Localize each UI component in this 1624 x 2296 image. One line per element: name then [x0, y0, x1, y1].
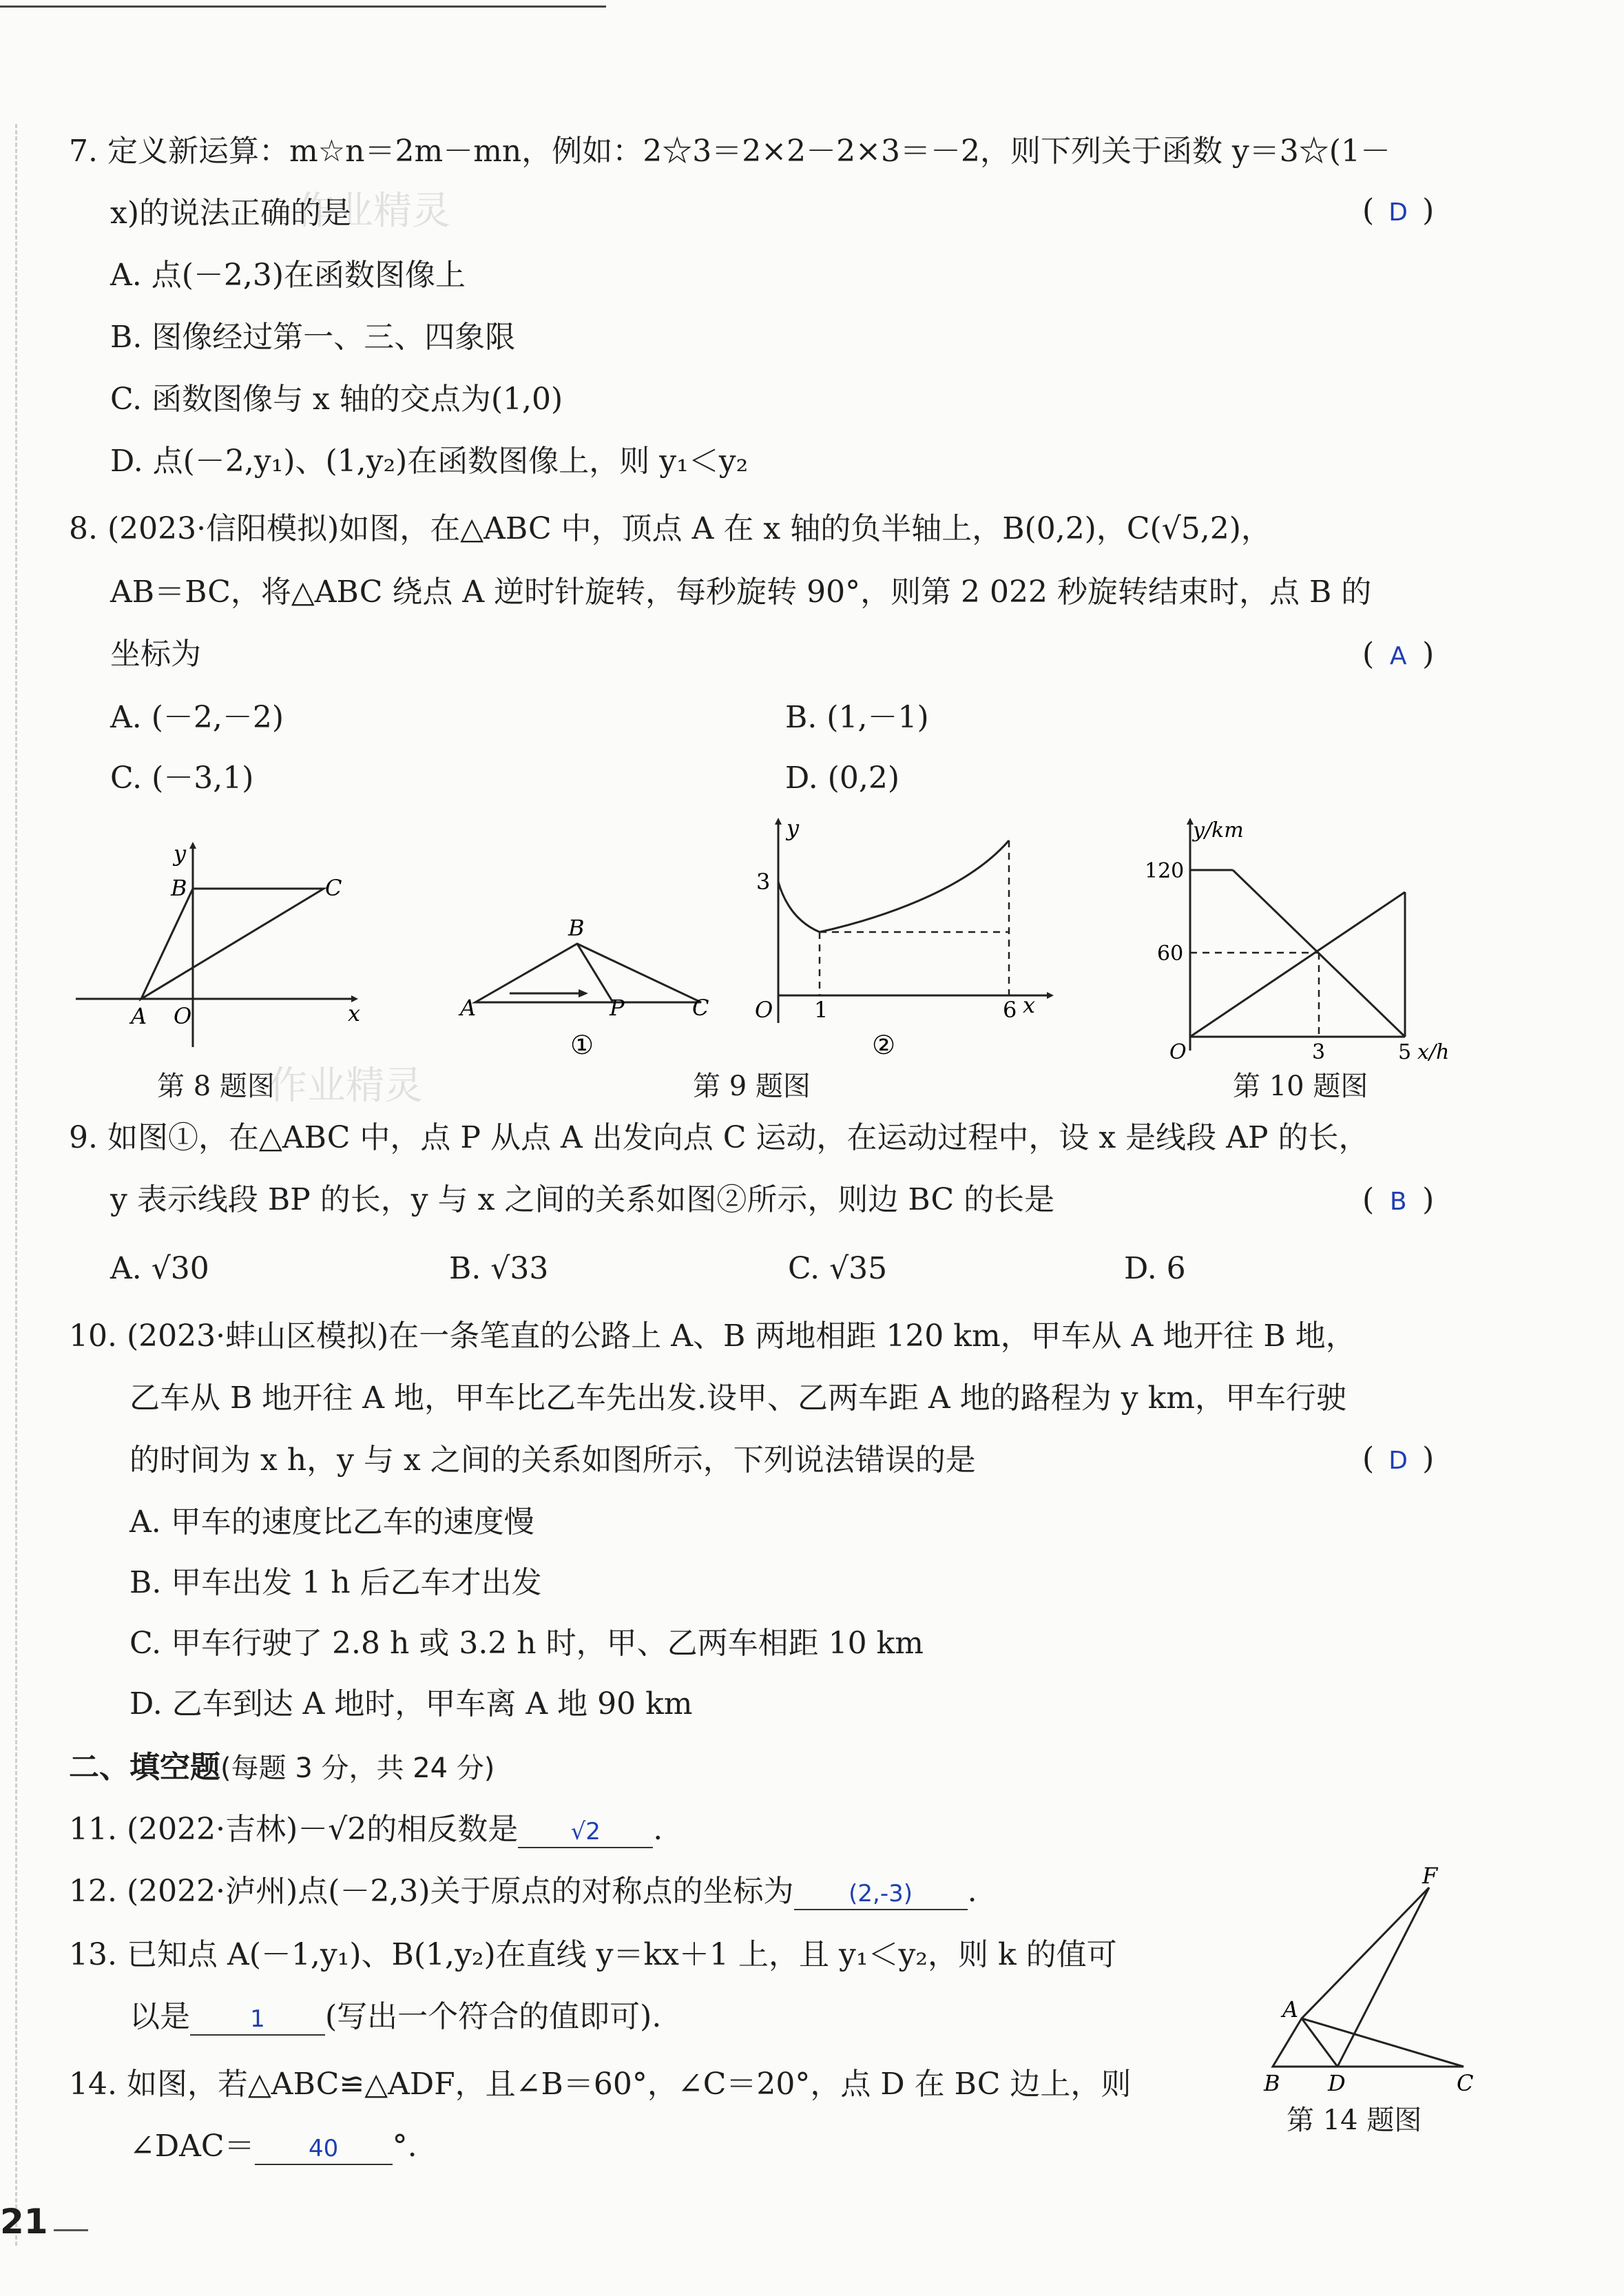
q13-stem2: 以是: [129, 1999, 190, 2034]
fig8-caption: 第 8 题图: [157, 1071, 275, 1102]
fig14-point-f: F: [1422, 1867, 1438, 1889]
figure-14: [1253, 1867, 1488, 2108]
q10-stem-line2: 乙车从 B 地开往 A 地，甲车比乙车先出发.设甲、乙两车距 A 地的路程为 y km，甲车行驶: [129, 1380, 1347, 1416]
fig9-graph-x-6: 6: [1003, 997, 1017, 1023]
fig10-y-label: y/km: [1193, 818, 1244, 842]
q13-note: (写出一个符合的值即可).: [325, 1999, 662, 2034]
q11-answer: √2: [518, 1817, 653, 1848]
q13-line2: [129, 1996, 661, 2038]
fig14-point-d: D: [1328, 2070, 1346, 2096]
fig9-point-a: A: [460, 995, 477, 1021]
q7-option-d: D. 点(－2,y₁)、(1,y₂)在函数图像上，则 y₁＜y₂: [110, 444, 749, 479]
q8-option-c: C. (－3,1): [110, 761, 254, 796]
page-number: 21: [0, 2202, 48, 2242]
q10-stem-line1: 10. (2023·蚌山区模拟)在一条笔直的公路上 A、B 两地相距 120 km，甲车从 A 地开往 B 地，: [69, 1318, 1356, 1354]
fig10-x-5: 5: [1398, 1040, 1412, 1064]
fig8-point-b: B: [171, 875, 187, 901]
section-title: 二、填空题: [69, 1750, 220, 1785]
q9-stem-line2: y 表示线段 BP 的长，y 与 x 之间的关系如图②所示，则边 BC 的长是: [110, 1182, 1055, 1217]
fig10-y-60: 60: [1157, 942, 1184, 966]
fig9-graph-x-label: x: [1023, 992, 1036, 1018]
q10-option-c: C. 甲车行驶了 2.8 h 或 3.2 h 时，甲、乙两车相距 10 km: [129, 1626, 924, 1661]
fig10-y-120: 120: [1145, 859, 1185, 883]
q13-stem-line1: 13. 已知点 A(－1,y₁)、B(1,y₂)在直线 y＝kx＋1 上，且 y₁＜y₂，则 k 的值可: [69, 1937, 1117, 1972]
q9-answer: B: [1389, 1188, 1407, 1216]
binding-margin-line: [15, 124, 17, 2246]
q12-answer: (2,-3): [794, 1879, 968, 1910]
watermark: 作业精灵: [296, 189, 450, 234]
q10-answer: D: [1388, 1447, 1408, 1475]
q14-stem2: ∠DAC＝: [129, 2129, 255, 2164]
fig9-graph-origin: O: [755, 997, 773, 1023]
q11-end: .: [653, 1812, 663, 1847]
q7-option-c: C. 函数图像与 x 轴的交点为(1,0): [110, 382, 563, 417]
figure-9-graph: [744, 816, 1061, 1064]
q8-answer: A: [1389, 642, 1407, 670]
q8-answer-bracket: ( A ): [1362, 634, 1434, 677]
q12: [69, 1871, 977, 1912]
q7-stem-line2: x)的说法正确的是: [110, 196, 351, 231]
q14-answer: 40: [255, 2133, 393, 2165]
q9-answer-bracket: ( B ): [1362, 1179, 1434, 1223]
q7-stem-line1: 7. 定义新运算：m☆n＝2m－mn，例如：2☆3＝2×2－2×3＝－2，则下列关于函数 y＝3☆(1－: [69, 134, 1391, 169]
fig9-point-b: B: [568, 915, 585, 941]
q10-answer-bracket: ( D ): [1362, 1438, 1434, 1482]
top-rule: [0, 6, 606, 8]
fig9-caption: 第 9 题图: [693, 1071, 811, 1102]
fig8-point-c: C: [325, 875, 342, 901]
watermark: 作业精灵: [269, 1064, 423, 1108]
q12-end: .: [967, 1874, 977, 1909]
fig14-caption: 第 14 题图: [1287, 2104, 1422, 2136]
fig14-point-a: A: [1282, 1996, 1299, 2023]
q8-option-d: D. (0,2): [785, 761, 899, 796]
q14-line2: [129, 2126, 417, 2167]
q9-option-c: C. √35: [788, 1251, 888, 1286]
fig8-point-a: A: [131, 1003, 147, 1029]
fig9-point-p: P: [610, 995, 625, 1021]
q8-stem-line1: 8. (2023·信阳模拟)如图，在△ABC 中，顶点 A 在 x 轴的负半轴上，B(0,2)，C(√5,2)，: [69, 511, 1271, 546]
q9-option-b: B. √33: [449, 1251, 549, 1286]
q14-end: °.: [392, 2129, 417, 2164]
q11-stem: 11. (2022·吉林)－√2的相反数是: [69, 1812, 519, 1847]
fig10-caption: 第 10 题图: [1233, 1071, 1368, 1102]
q11: [69, 1809, 663, 1850]
page-number-dash: [54, 2229, 88, 2231]
fig9-label-2: ②: [872, 1030, 896, 1060]
q14-stem-line1: 14. 如图，若△ABC≌△ADF，且∠B＝60°，∠C＝20°，点 D 在 BC 边上，则: [69, 2067, 1132, 2102]
section-note: (每题 3 分，共 24 分): [220, 1752, 495, 1784]
fig8-origin: O: [174, 1003, 192, 1029]
fig9-graph-x-1: 1: [814, 997, 829, 1023]
q13-answer: 1: [190, 2004, 325, 2036]
figure-8: [69, 840, 372, 1061]
q8-option-a: A. (－2,－2): [110, 700, 284, 735]
fig8-y-label: y: [174, 840, 187, 867]
figure-9-triangle: [455, 909, 730, 1075]
fig9-point-c: C: [692, 995, 709, 1021]
q10-option-a: A. 甲车的速度比乙车的速度慢: [129, 1504, 534, 1540]
fig8-x-label: x: [348, 1000, 361, 1026]
q9-stem-line1: 9. 如图①，在△ABC 中，点 P 从点 A 出发向点 C 运动，在运动过程中，设 x 是线段 AP 的长，: [69, 1120, 1369, 1155]
q9-option-a: A. √30: [110, 1251, 209, 1286]
figure-10: [1129, 816, 1488, 1071]
fig9-graph-y-3: 3: [756, 869, 771, 895]
fig14-point-b: B: [1264, 2070, 1280, 2096]
q7-option-a: A. 点(－2,3)在函数图像上: [110, 258, 466, 293]
q8-stem-line3: 坐标为: [110, 637, 201, 672]
fig10-origin: O: [1169, 1040, 1187, 1064]
q10-option-b: B. 甲车出发 1 h 后乙车才出发: [129, 1565, 542, 1600]
q10-stem-line3: 的时间为 x h，y 与 x 之间的关系如图所示，下列说法错误的是: [129, 1442, 976, 1478]
fig9-label-1: ①: [570, 1030, 594, 1060]
q12-stem: 12. (2022·泸州)点(－2,3)关于原点的对称点的坐标为: [69, 1874, 794, 1909]
section-heading: [69, 1747, 495, 1789]
q8-option-b: B. (1,－1): [785, 700, 929, 735]
q7-answer: D: [1388, 198, 1408, 227]
q7-answer-bracket: ( D ): [1362, 190, 1434, 234]
fig14-point-c: C: [1457, 2070, 1474, 2096]
q7-option-b: B. 图像经过第一、三、四象限: [110, 320, 516, 355]
fig9-graph-y-label: y: [787, 816, 800, 841]
q10-option-d: D. 乙车到达 A 地时，甲车离 A 地 90 km: [129, 1686, 693, 1721]
q8-stem-line2: AB＝BC，将△ABC 绕点 A 逆时针旋转，每秒旋转 90°，则第 2 022 秒旋转结束时，点 B 的: [110, 575, 1372, 610]
q9-option-d: D. 6: [1124, 1251, 1186, 1286]
fig10-x-label: x/h: [1417, 1040, 1450, 1064]
fig10-x-3: 3: [1312, 1040, 1326, 1064]
